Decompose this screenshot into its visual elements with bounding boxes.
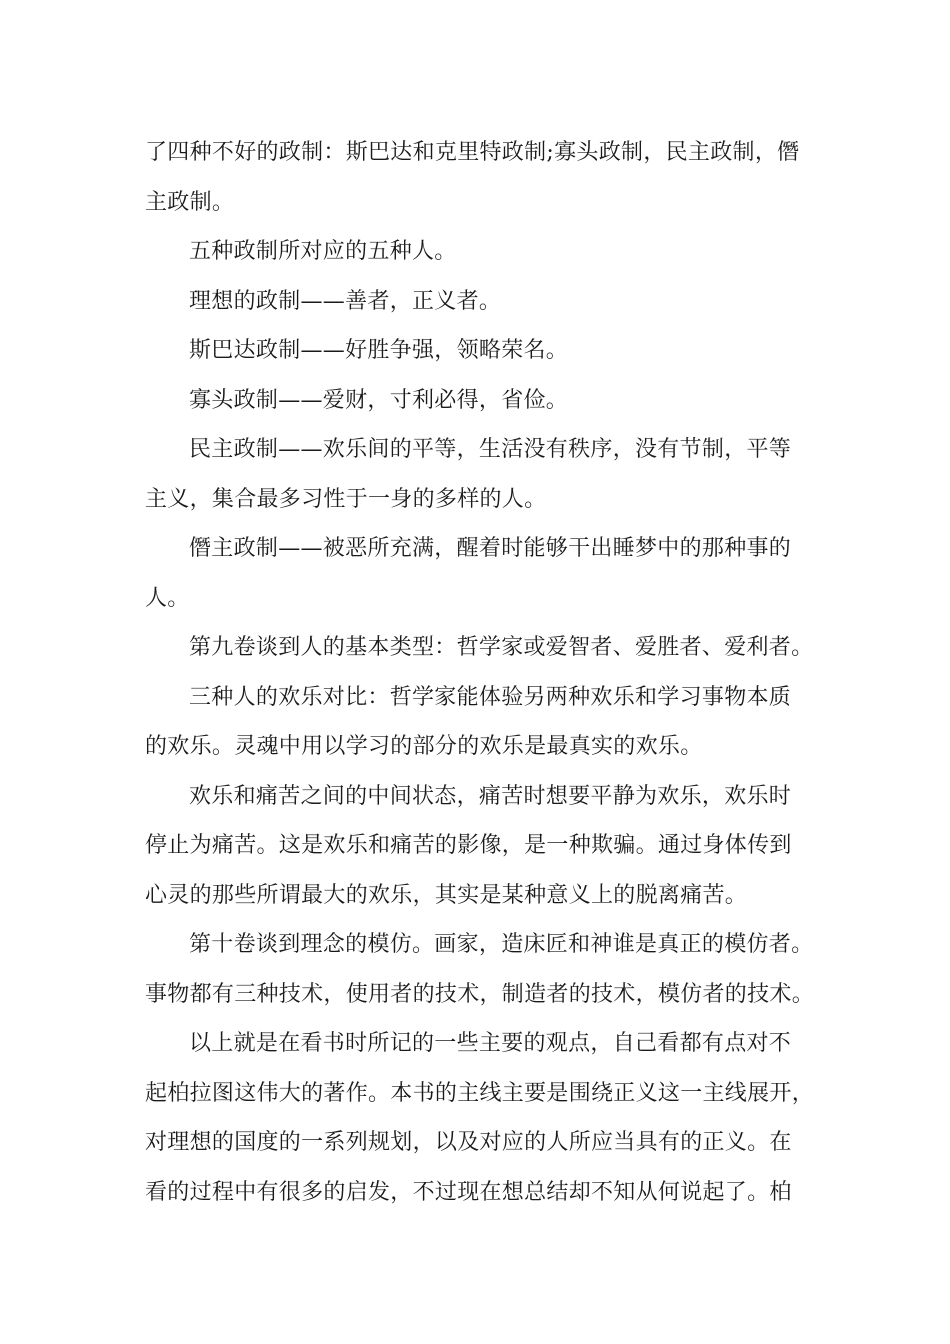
text-line: 以上就是在看书时所记的一些主要的观点，自己看都有点对不	[189, 1031, 792, 1056]
text-line: 看的过程中有很多的启发，不过现在想总结却不知从何说起了。柏	[145, 1179, 792, 1205]
text-line: 欢乐和痛苦之间的中间状态，痛苦时想要平静为欢乐，欢乐时	[189, 783, 792, 809]
text-line: 主政制。	[145, 189, 235, 215]
text-line: 的欢乐。灵魂中用以学习的部分的欢乐是最真实的欢乐。	[145, 734, 703, 759]
text-line: 对理想的国度的一系列规划，以及对应的人所应当具有的正义。在	[145, 1130, 792, 1155]
text-line: 第九卷谈到人的基本类型：哲学家或爱智者、爱胜者、爱利者。	[189, 635, 814, 660]
text-line: 理想的政制——善者，正义者。	[189, 288, 502, 314]
text-line: 第十卷谈到理念的模仿。画家，造床匠和神谁是真正的模仿者。	[189, 932, 814, 957]
text-line: 事物都有三种技术，使用者的技术，制造者的技术，模仿者的技术。	[145, 981, 815, 1007]
body-text	[145, 128, 813, 1217]
text-line: 起柏拉图这伟大的著作。本书的主线主要是围绕正义这一主线展开，	[145, 1080, 815, 1106]
text-line: 五种政制所对应的五种人。	[189, 239, 457, 264]
text-line: 民主政制——欢乐间的平等，生活没有秩序，没有节制，平等	[189, 437, 792, 462]
text-line: 僭主政制——被恶所充满，醒着时能够干出睡梦中的那种事的	[189, 536, 792, 561]
text-line: 了四种不好的政制：斯巴达和克里特政制;寡头政制，民主政制，僭	[145, 140, 800, 165]
text-line: 停止为痛苦。这是欢乐和痛苦的影像，是一种欺骗。通过身体传到	[145, 833, 792, 858]
text-line: 寡头政制——爱财，寸利必得，省俭。	[189, 387, 569, 413]
text-line: 三种人的欢乐对比：哲学家能体验另两种欢乐和学习事物本质	[189, 684, 792, 710]
text-line: 斯巴达政制——好胜争强，领略荣名。	[189, 338, 569, 363]
text-line: 主义，集合最多习性于一身的多样的人。	[145, 486, 547, 512]
text-line: 人。	[145, 585, 190, 611]
text-line: 心灵的那些所谓最大的欢乐，其实是某种意义上的脱离痛苦。	[145, 882, 748, 908]
